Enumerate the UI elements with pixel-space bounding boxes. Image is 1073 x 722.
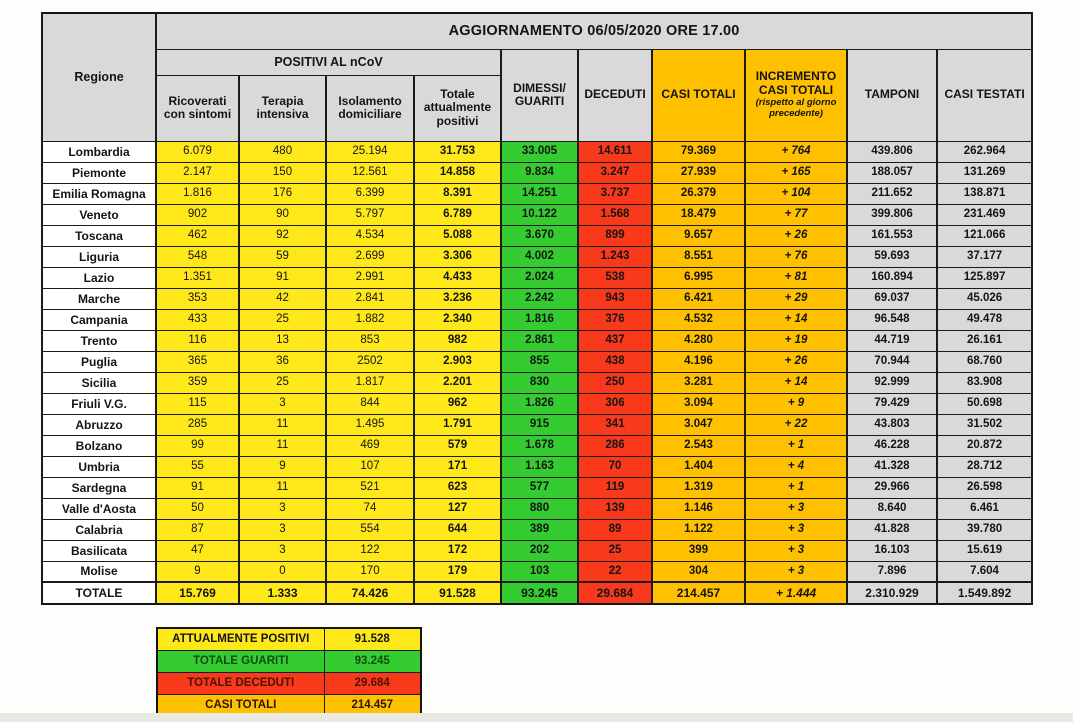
cell-regione: Lazio xyxy=(42,267,156,288)
header-incremento xyxy=(745,49,847,141)
cell-terapia-intensiva: 42 xyxy=(239,288,326,309)
table-row xyxy=(42,582,1032,604)
cell-deceduti: 89 xyxy=(578,519,652,540)
cell-casi-testati: 28.712 xyxy=(937,456,1032,477)
cell-isolamento: 74.426 xyxy=(326,582,414,604)
cell-tamponi: 16.103 xyxy=(847,540,937,561)
cell-dimessi-guariti: 915 xyxy=(501,414,578,435)
table-row xyxy=(42,372,1032,393)
cell-totale-positivi: 623 xyxy=(414,477,501,498)
cell-terapia-intensiva: 11 xyxy=(239,414,326,435)
cell-isolamento: 1.495 xyxy=(326,414,414,435)
cell-ricoverati: 87 xyxy=(156,519,239,540)
cell-dimessi-guariti: 1.163 xyxy=(501,456,578,477)
cell-casi-totali: 6.421 xyxy=(652,288,745,309)
cell-deceduti: 286 xyxy=(578,435,652,456)
cell-incremento: + 1.444 xyxy=(745,582,847,604)
cell-deceduti: 899 xyxy=(578,225,652,246)
cell-tamponi: 161.553 xyxy=(847,225,937,246)
cell-ricoverati: 15.769 xyxy=(156,582,239,604)
header-ricoverati: Ricoverati con sintomi xyxy=(156,75,239,141)
cell-dimessi-guariti: 855 xyxy=(501,351,578,372)
table-row xyxy=(42,414,1032,435)
cell-casi-testati: 39.780 xyxy=(937,519,1032,540)
cell-casi-testati: 37.177 xyxy=(937,246,1032,267)
cell-regione: Molise xyxy=(42,561,156,582)
cell-tamponi: 2.310.929 xyxy=(847,582,937,604)
cell-terapia-intensiva: 150 xyxy=(239,162,326,183)
cell-incremento: + 1 xyxy=(745,435,847,456)
cell-regione: Valle d'Aosta xyxy=(42,498,156,519)
cell-ricoverati: 47 xyxy=(156,540,239,561)
cell-isolamento: 844 xyxy=(326,393,414,414)
header-dimessi-guariti: DIMESSI/ GUARITI xyxy=(501,49,578,141)
cell-totale-positivi: 171 xyxy=(414,456,501,477)
cell-regione: Calabria xyxy=(42,519,156,540)
summary-table xyxy=(156,627,422,718)
cell-dimessi-guariti: 4.002 xyxy=(501,246,578,267)
cell-totale-positivi: 2.201 xyxy=(414,372,501,393)
cell-ricoverati: 1.816 xyxy=(156,183,239,204)
cell-ricoverati: 902 xyxy=(156,204,239,225)
cell-terapia-intensiva: 11 xyxy=(239,477,326,498)
table-row xyxy=(42,183,1032,204)
cell-casi-testati: 121.066 xyxy=(937,225,1032,246)
cell-tamponi: 70.944 xyxy=(847,351,937,372)
cell-casi-testati: 138.871 xyxy=(937,183,1032,204)
cell-deceduti: 250 xyxy=(578,372,652,393)
cell-tamponi: 41.828 xyxy=(847,519,937,540)
table-row xyxy=(42,204,1032,225)
cell-deceduti: 22 xyxy=(578,561,652,582)
cell-regione: Umbria xyxy=(42,456,156,477)
cell-casi-testati: 45.026 xyxy=(937,288,1032,309)
table-row xyxy=(42,162,1032,183)
cell-isolamento: 853 xyxy=(326,330,414,351)
table-row xyxy=(42,393,1032,414)
summary-value: 91.528 xyxy=(324,628,421,651)
header-tamponi: TAMPONI xyxy=(847,49,937,141)
cell-dimessi-guariti: 389 xyxy=(501,519,578,540)
cell-isolamento: 5.797 xyxy=(326,204,414,225)
cell-terapia-intensiva: 1.333 xyxy=(239,582,326,604)
cell-regione: Veneto xyxy=(42,204,156,225)
table-row xyxy=(42,519,1032,540)
cell-casi-totali: 1.146 xyxy=(652,498,745,519)
cell-casi-testati: 231.469 xyxy=(937,204,1032,225)
cell-incremento: + 14 xyxy=(745,309,847,330)
cell-dimessi-guariti: 202 xyxy=(501,540,578,561)
cell-totale-positivi: 179 xyxy=(414,561,501,582)
cell-totale-positivi: 127 xyxy=(414,498,501,519)
cell-casi-testati: 125.897 xyxy=(937,267,1032,288)
cell-tamponi: 92.999 xyxy=(847,372,937,393)
cell-incremento: + 19 xyxy=(745,330,847,351)
cell-ricoverati: 6.079 xyxy=(156,141,239,162)
cell-deceduti: 70 xyxy=(578,456,652,477)
cell-casi-totali: 27.939 xyxy=(652,162,745,183)
cell-casi-totali: 8.551 xyxy=(652,246,745,267)
cell-totale-positivi: 31.753 xyxy=(414,141,501,162)
summary-label: TOTALE GUARITI xyxy=(157,651,324,673)
cell-casi-testati: 26.161 xyxy=(937,330,1032,351)
cell-casi-totali: 4.280 xyxy=(652,330,745,351)
cell-tamponi: 439.806 xyxy=(847,141,937,162)
cell-terapia-intensiva: 92 xyxy=(239,225,326,246)
cell-ricoverati: 365 xyxy=(156,351,239,372)
cell-totale-positivi: 91.528 xyxy=(414,582,501,604)
cell-incremento: + 76 xyxy=(745,246,847,267)
cell-regione: Sicilia xyxy=(42,372,156,393)
cell-isolamento: 469 xyxy=(326,435,414,456)
cell-isolamento: 2502 xyxy=(326,351,414,372)
cell-tamponi: 188.057 xyxy=(847,162,937,183)
cell-isolamento: 521 xyxy=(326,477,414,498)
header-deceduti: DECEDUTI xyxy=(578,49,652,141)
cell-incremento: + 14 xyxy=(745,372,847,393)
cell-regione: Marche xyxy=(42,288,156,309)
cell-casi-testati: 1.549.892 xyxy=(937,582,1032,604)
covid-data-table xyxy=(41,12,1033,605)
cell-casi-testati: 68.760 xyxy=(937,351,1032,372)
cell-casi-testati: 83.908 xyxy=(937,372,1032,393)
cell-casi-testati: 31.502 xyxy=(937,414,1032,435)
cell-isolamento: 6.399 xyxy=(326,183,414,204)
cell-incremento: + 77 xyxy=(745,204,847,225)
cell-dimessi-guariti: 103 xyxy=(501,561,578,582)
cell-incremento: + 3 xyxy=(745,540,847,561)
header-totale-positivi: Totale attualmente positivi xyxy=(414,75,501,141)
summary-value: 29.684 xyxy=(324,673,421,695)
cell-deceduti: 119 xyxy=(578,477,652,498)
cell-casi-totali: 399 xyxy=(652,540,745,561)
cell-terapia-intensiva: 0 xyxy=(239,561,326,582)
cell-regione: Toscana xyxy=(42,225,156,246)
header-casi-totali: CASI TOTALI xyxy=(652,49,745,141)
cell-incremento: + 165 xyxy=(745,162,847,183)
cell-isolamento: 107 xyxy=(326,456,414,477)
cell-casi-testati: 131.269 xyxy=(937,162,1032,183)
cell-totale-positivi: 982 xyxy=(414,330,501,351)
cell-deceduti: 437 xyxy=(578,330,652,351)
cell-tamponi: 399.806 xyxy=(847,204,937,225)
cell-dimessi-guariti: 1.826 xyxy=(501,393,578,414)
cell-casi-totali: 4.196 xyxy=(652,351,745,372)
cell-casi-totali: 1.122 xyxy=(652,519,745,540)
table-row xyxy=(42,309,1032,330)
cell-casi-totali: 304 xyxy=(652,561,745,582)
cell-dimessi-guariti: 2.242 xyxy=(501,288,578,309)
cell-isolamento: 12.561 xyxy=(326,162,414,183)
table-row xyxy=(42,456,1032,477)
cell-isolamento: 2.841 xyxy=(326,288,414,309)
table-row xyxy=(42,246,1032,267)
cell-casi-testati: 7.604 xyxy=(937,561,1032,582)
cell-tamponi: 160.894 xyxy=(847,267,937,288)
cell-terapia-intensiva: 90 xyxy=(239,204,326,225)
cell-incremento: + 1 xyxy=(745,477,847,498)
cell-totale-positivi: 2.340 xyxy=(414,309,501,330)
cell-terapia-intensiva: 9 xyxy=(239,456,326,477)
cell-regione: Lombardia xyxy=(42,141,156,162)
summary-row xyxy=(157,628,421,651)
cell-deceduti: 438 xyxy=(578,351,652,372)
cell-totale-positivi: 1.791 xyxy=(414,414,501,435)
cell-totale-positivi: 172 xyxy=(414,540,501,561)
cell-deceduti: 25 xyxy=(578,540,652,561)
table-row xyxy=(42,288,1032,309)
cell-isolamento: 122 xyxy=(326,540,414,561)
cell-casi-totali: 2.543 xyxy=(652,435,745,456)
cell-tamponi: 79.429 xyxy=(847,393,937,414)
cell-deceduti: 341 xyxy=(578,414,652,435)
cell-isolamento: 2.991 xyxy=(326,267,414,288)
cell-casi-testati: 15.619 xyxy=(937,540,1032,561)
cell-totale-positivi: 579 xyxy=(414,435,501,456)
cell-terapia-intensiva: 36 xyxy=(239,351,326,372)
cell-tamponi: 96.548 xyxy=(847,309,937,330)
cell-totale-positivi: 644 xyxy=(414,519,501,540)
cell-incremento: + 3 xyxy=(745,519,847,540)
cell-ricoverati: 462 xyxy=(156,225,239,246)
cell-ricoverati: 115 xyxy=(156,393,239,414)
cell-ricoverati: 2.147 xyxy=(156,162,239,183)
cell-totale-positivi: 14.858 xyxy=(414,162,501,183)
header-terapia-intensiva: Terapia intensiva xyxy=(239,75,326,141)
positivi-group-header: POSITIVI AL nCoV xyxy=(156,49,501,75)
table-row xyxy=(42,435,1032,456)
table-row xyxy=(42,540,1032,561)
header-incremento-label: INCREMENTO CASI TOTALI xyxy=(755,69,837,97)
cell-totale-positivi: 962 xyxy=(414,393,501,414)
cell-casi-testati: 49.478 xyxy=(937,309,1032,330)
cell-casi-totali: 79.369 xyxy=(652,141,745,162)
cell-dimessi-guariti: 830 xyxy=(501,372,578,393)
cell-dimessi-guariti: 2.024 xyxy=(501,267,578,288)
cell-ricoverati: 50 xyxy=(156,498,239,519)
cell-tamponi: 59.693 xyxy=(847,246,937,267)
summary-label: ATTUALMENTE POSITIVI xyxy=(157,628,324,651)
cell-totale-positivi: 5.088 xyxy=(414,225,501,246)
table-row xyxy=(42,225,1032,246)
cell-terapia-intensiva: 3 xyxy=(239,540,326,561)
cell-incremento: + 29 xyxy=(745,288,847,309)
cell-ricoverati: 353 xyxy=(156,288,239,309)
cell-incremento: + 4 xyxy=(745,456,847,477)
cell-incremento: + 3 xyxy=(745,561,847,582)
cell-casi-totali: 3.281 xyxy=(652,372,745,393)
header-casi-testati: CASI TESTATI xyxy=(937,49,1032,141)
cell-casi-totali: 18.479 xyxy=(652,204,745,225)
cell-deceduti: 1.568 xyxy=(578,204,652,225)
cell-deceduti: 306 xyxy=(578,393,652,414)
table-title: AGGIORNAMENTO 06/05/2020 ORE 17.00 xyxy=(156,13,1032,49)
cell-tamponi: 46.228 xyxy=(847,435,937,456)
cell-totale-positivi: 3.236 xyxy=(414,288,501,309)
cell-terapia-intensiva: 480 xyxy=(239,141,326,162)
table-row xyxy=(42,477,1032,498)
cell-terapia-intensiva: 25 xyxy=(239,309,326,330)
cell-regione: Abruzzo xyxy=(42,414,156,435)
cell-deceduti: 3.247 xyxy=(578,162,652,183)
cell-casi-totali: 214.457 xyxy=(652,582,745,604)
cell-ricoverati: 99 xyxy=(156,435,239,456)
cell-regione: Piemonte xyxy=(42,162,156,183)
cell-dimessi-guariti: 9.834 xyxy=(501,162,578,183)
cell-casi-totali: 1.319 xyxy=(652,477,745,498)
cell-isolamento: 2.699 xyxy=(326,246,414,267)
summary-row xyxy=(157,673,421,695)
cell-totale-positivi: 6.789 xyxy=(414,204,501,225)
summary-body xyxy=(157,628,421,717)
cell-regione: TOTALE xyxy=(42,582,156,604)
cell-incremento: + 26 xyxy=(745,225,847,246)
cell-incremento: + 26 xyxy=(745,351,847,372)
cell-totale-positivi: 8.391 xyxy=(414,183,501,204)
cell-incremento: + 22 xyxy=(745,414,847,435)
header-isolamento: Isolamento domiciliare xyxy=(326,75,414,141)
header-incremento-note: (rispetto al giorno precedente) xyxy=(755,97,837,119)
cell-regione: Friuli V.G. xyxy=(42,393,156,414)
cell-casi-testati: 6.461 xyxy=(937,498,1032,519)
cell-casi-testati: 262.964 xyxy=(937,141,1032,162)
cell-incremento: + 3 xyxy=(745,498,847,519)
cell-isolamento: 1.817 xyxy=(326,372,414,393)
cell-incremento: + 81 xyxy=(745,267,847,288)
cell-casi-totali: 9.657 xyxy=(652,225,745,246)
cell-deceduti: 376 xyxy=(578,309,652,330)
cell-casi-totali: 4.532 xyxy=(652,309,745,330)
cell-isolamento: 1.882 xyxy=(326,309,414,330)
cell-dimessi-guariti: 2.861 xyxy=(501,330,578,351)
cell-tamponi: 7.896 xyxy=(847,561,937,582)
cell-ricoverati: 91 xyxy=(156,477,239,498)
cell-regione: Campania xyxy=(42,309,156,330)
cell-tamponi: 29.966 xyxy=(847,477,937,498)
cell-casi-testati: 50.698 xyxy=(937,393,1032,414)
cell-regione: Puglia xyxy=(42,351,156,372)
cell-tamponi: 211.652 xyxy=(847,183,937,204)
cell-regione: Emilia Romagna xyxy=(42,183,156,204)
cell-dimessi-guariti: 93.245 xyxy=(501,582,578,604)
cell-ricoverati: 55 xyxy=(156,456,239,477)
cell-deceduti: 538 xyxy=(578,267,652,288)
cell-ricoverati: 116 xyxy=(156,330,239,351)
cell-regione: Trento xyxy=(42,330,156,351)
cell-terapia-intensiva: 25 xyxy=(239,372,326,393)
cell-terapia-intensiva: 91 xyxy=(239,267,326,288)
summary-label: TOTALE DECEDUTI xyxy=(157,673,324,695)
cell-deceduti: 139 xyxy=(578,498,652,519)
cell-regione: Bolzano xyxy=(42,435,156,456)
cell-incremento: + 9 xyxy=(745,393,847,414)
cell-casi-totali: 1.404 xyxy=(652,456,745,477)
cell-incremento: + 104 xyxy=(745,183,847,204)
cell-deceduti: 943 xyxy=(578,288,652,309)
cell-casi-testati: 20.872 xyxy=(937,435,1032,456)
cell-tamponi: 43.803 xyxy=(847,414,937,435)
cell-casi-testati: 26.598 xyxy=(937,477,1032,498)
cell-casi-totali: 6.995 xyxy=(652,267,745,288)
cell-dimessi-guariti: 10.122 xyxy=(501,204,578,225)
cell-deceduti: 14.611 xyxy=(578,141,652,162)
cell-ricoverati: 9 xyxy=(156,561,239,582)
cell-terapia-intensiva: 59 xyxy=(239,246,326,267)
cell-isolamento: 25.194 xyxy=(326,141,414,162)
summary-value: 214.457 xyxy=(324,695,421,718)
table-row xyxy=(42,351,1032,372)
summary-value: 93.245 xyxy=(324,651,421,673)
cell-terapia-intensiva: 3 xyxy=(239,519,326,540)
table-body xyxy=(42,141,1032,604)
cell-ricoverati: 359 xyxy=(156,372,239,393)
cell-regione: Liguria xyxy=(42,246,156,267)
cell-terapia-intensiva: 3 xyxy=(239,498,326,519)
cell-ricoverati: 285 xyxy=(156,414,239,435)
cell-dimessi-guariti: 33.005 xyxy=(501,141,578,162)
cell-tamponi: 69.037 xyxy=(847,288,937,309)
cell-casi-totali: 26.379 xyxy=(652,183,745,204)
cell-ricoverati: 548 xyxy=(156,246,239,267)
summary-label: CASI TOTALI xyxy=(157,695,324,718)
cell-dimessi-guariti: 1.678 xyxy=(501,435,578,456)
cell-dimessi-guariti: 3.670 xyxy=(501,225,578,246)
cell-ricoverati: 433 xyxy=(156,309,239,330)
cell-totale-positivi: 3.306 xyxy=(414,246,501,267)
cell-deceduti: 29.684 xyxy=(578,582,652,604)
cell-dimessi-guariti: 577 xyxy=(501,477,578,498)
cell-ricoverati: 1.351 xyxy=(156,267,239,288)
cell-isolamento: 74 xyxy=(326,498,414,519)
cell-dimessi-guariti: 880 xyxy=(501,498,578,519)
table-row xyxy=(42,498,1032,519)
table-row xyxy=(42,561,1032,582)
cell-tamponi: 8.640 xyxy=(847,498,937,519)
cell-dimessi-guariti: 14.251 xyxy=(501,183,578,204)
cell-casi-totali: 3.094 xyxy=(652,393,745,414)
cell-terapia-intensiva: 11 xyxy=(239,435,326,456)
cell-isolamento: 4.534 xyxy=(326,225,414,246)
region-column-header: Regione xyxy=(42,13,156,141)
cell-terapia-intensiva: 13 xyxy=(239,330,326,351)
cell-terapia-intensiva: 176 xyxy=(239,183,326,204)
table-row xyxy=(42,330,1032,351)
cell-totale-positivi: 2.903 xyxy=(414,351,501,372)
cell-regione: Sardegna xyxy=(42,477,156,498)
cell-incremento: + 764 xyxy=(745,141,847,162)
cell-regione: Basilicata xyxy=(42,540,156,561)
cell-isolamento: 554 xyxy=(326,519,414,540)
table-row xyxy=(42,267,1032,288)
cell-terapia-intensiva: 3 xyxy=(239,393,326,414)
cell-deceduti: 1.243 xyxy=(578,246,652,267)
cell-totale-positivi: 4.433 xyxy=(414,267,501,288)
cell-tamponi: 41.328 xyxy=(847,456,937,477)
cell-casi-totali: 3.047 xyxy=(652,414,745,435)
table-row xyxy=(42,141,1032,162)
footer-strip xyxy=(0,713,1073,722)
cell-isolamento: 170 xyxy=(326,561,414,582)
summary-row xyxy=(157,651,421,673)
cell-deceduti: 3.737 xyxy=(578,183,652,204)
cell-tamponi: 44.719 xyxy=(847,330,937,351)
cell-dimessi-guariti: 1.816 xyxy=(501,309,578,330)
